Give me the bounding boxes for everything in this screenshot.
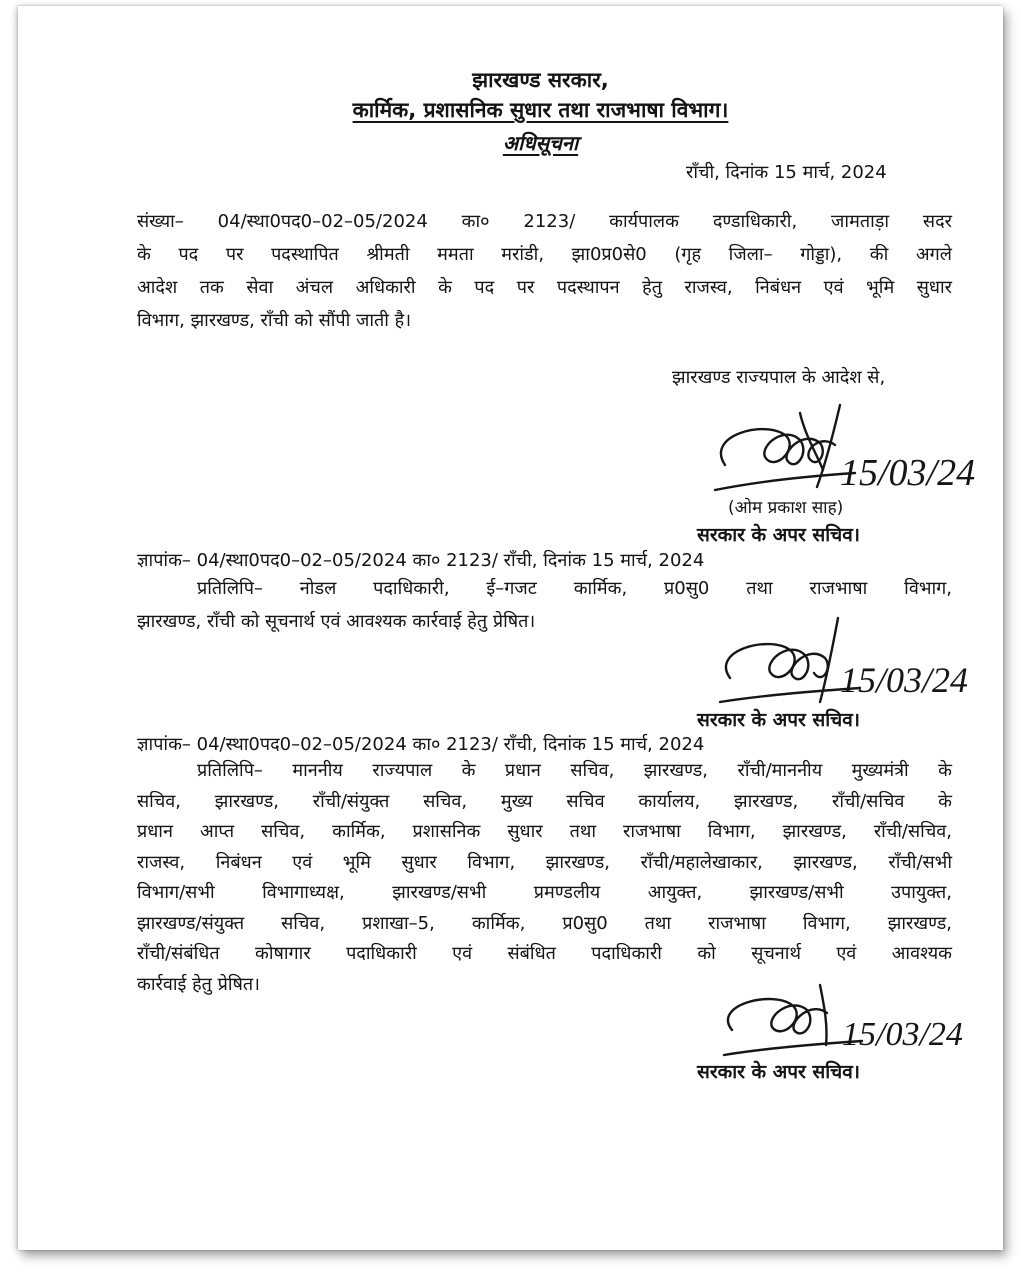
memo2-line: राजस्व, निबंधन एवं भूमि सुधार विभाग, झारखण्ड, राँची/महालेखाकार, झारखण्ड, राँची/सभी <box>137 851 952 873</box>
order-line: विभाग, झारखण्ड, राँची को सौंपी जाती है। <box>137 310 412 331</box>
order-by: झारखण्ड राज्यपाल के आदेश से, <box>672 367 886 388</box>
memo2-line: राँची/संबंधित कोषागार पदाधिकारी एवं संबंधित पदाधिकारी को सूचनार्थ एवं आवश्यक <box>137 943 952 964</box>
order-paragraph <box>137 205 952 337</box>
memo2-paragraph <box>137 756 952 1000</box>
order-line: के पद पर पदस्थापित श्रीमती ममता मरांडी, झा0प्र0से0 (गृह जिला– गोड्डा), की अगले <box>137 244 952 265</box>
memo1-line: झारखण्ड, राँची को सूचनार्थ एवं आवश्यक कार्रवाई हेतु प्रेषित। <box>137 611 536 632</box>
memo2-line: विभाग/सभी विभागाध्यक्ष, झारखण्ड/सभी प्रमण्डलीय आयुक्त, झारखण्ड/सभी उपायुक्त, <box>137 882 952 903</box>
signature-scribble <box>705 395 1005 505</box>
memo1-ref: ज्ञापांक– 04/स्था0पद0–02–05/2024 का० 2123/ राँची, दिनांक 15 मार्च, 2024 <box>137 550 705 571</box>
signature-2 <box>710 610 1010 719</box>
notification-heading: अधिसूचना <box>502 131 579 155</box>
signature-scribble <box>710 610 1010 715</box>
memo2-line: प्रधान आप्त सचिव, कार्मिक, प्रशासनिक सुधार तथा राजभाषा विभाग, झारखण्ड, राँची/सचिव, <box>137 821 952 842</box>
order-line: आदेश तक सेवा अंचल अधिकारी के पद पर पदस्थापन हेतु राजस्व, निबंधन एवं भूमि सुधार <box>137 277 952 298</box>
designation-1: सरकार के अपर सचिव। <box>697 524 861 546</box>
govt-heading: झारखण्ड सरकार, <box>472 68 609 92</box>
memo2-ref: ज्ञापांक– 04/स्था0पद0–02–05/2024 का० 2123/ राँची, दिनांक 15 मार्च, 2024 <box>137 734 705 755</box>
designation-3: सरकार के अपर सचिव। <box>697 1061 861 1083</box>
memo2-line: झारखण्ड/संयुक्त सचिव, प्रशाखा–5, कार्मिक, प्र0सु0 तथा राजभाषा विभाग, झारखण्ड, <box>137 912 952 934</box>
order-line: संख्या– 04/स्था0पद0–02–05/2024 का० 2123/ कार्यपालक दण्डाधिकारी, जामताड़ा सदर <box>137 211 952 232</box>
signatory-name: (ओम प्रकाश साह) <box>728 498 844 518</box>
signature-date: 15/03/24 <box>840 452 976 494</box>
memo1-line: प्रतिलिपि– नोडल पदाधिकारी, ई–गजट कार्मिक, प्र0सु0 तथा राजभाषा विभाग, <box>197 578 952 599</box>
memo2-line: प्रतिलिपि– माननीय राज्यपाल के प्रधान सचिव, झारखण्ड, राँची/माननीय मुख्यमंत्री के <box>197 760 952 781</box>
memo2-line: कार्रवाई हेतु प्रेषित। <box>137 973 261 995</box>
department-heading: कार्मिक, प्रशासनिक सुधार तथा राजभाषा विभाग। <box>352 98 729 122</box>
signature-date: 15/03/24 <box>842 1016 963 1053</box>
memo2-line: सचिव, झारखण्ड, राँची/संयुक्त सचिव, मुख्य सचिव कार्यालय, झारखण्ड, राँची/सचिव के <box>137 790 952 812</box>
signature-scribble <box>712 975 1012 1070</box>
signature-date: 15/03/24 <box>840 660 969 700</box>
place-date: राँची, दिनांक 15 मार्च, 2024 <box>686 162 887 183</box>
signature-1 <box>705 395 1005 509</box>
designation-2: सरकार के अपर सचिव। <box>697 709 861 731</box>
